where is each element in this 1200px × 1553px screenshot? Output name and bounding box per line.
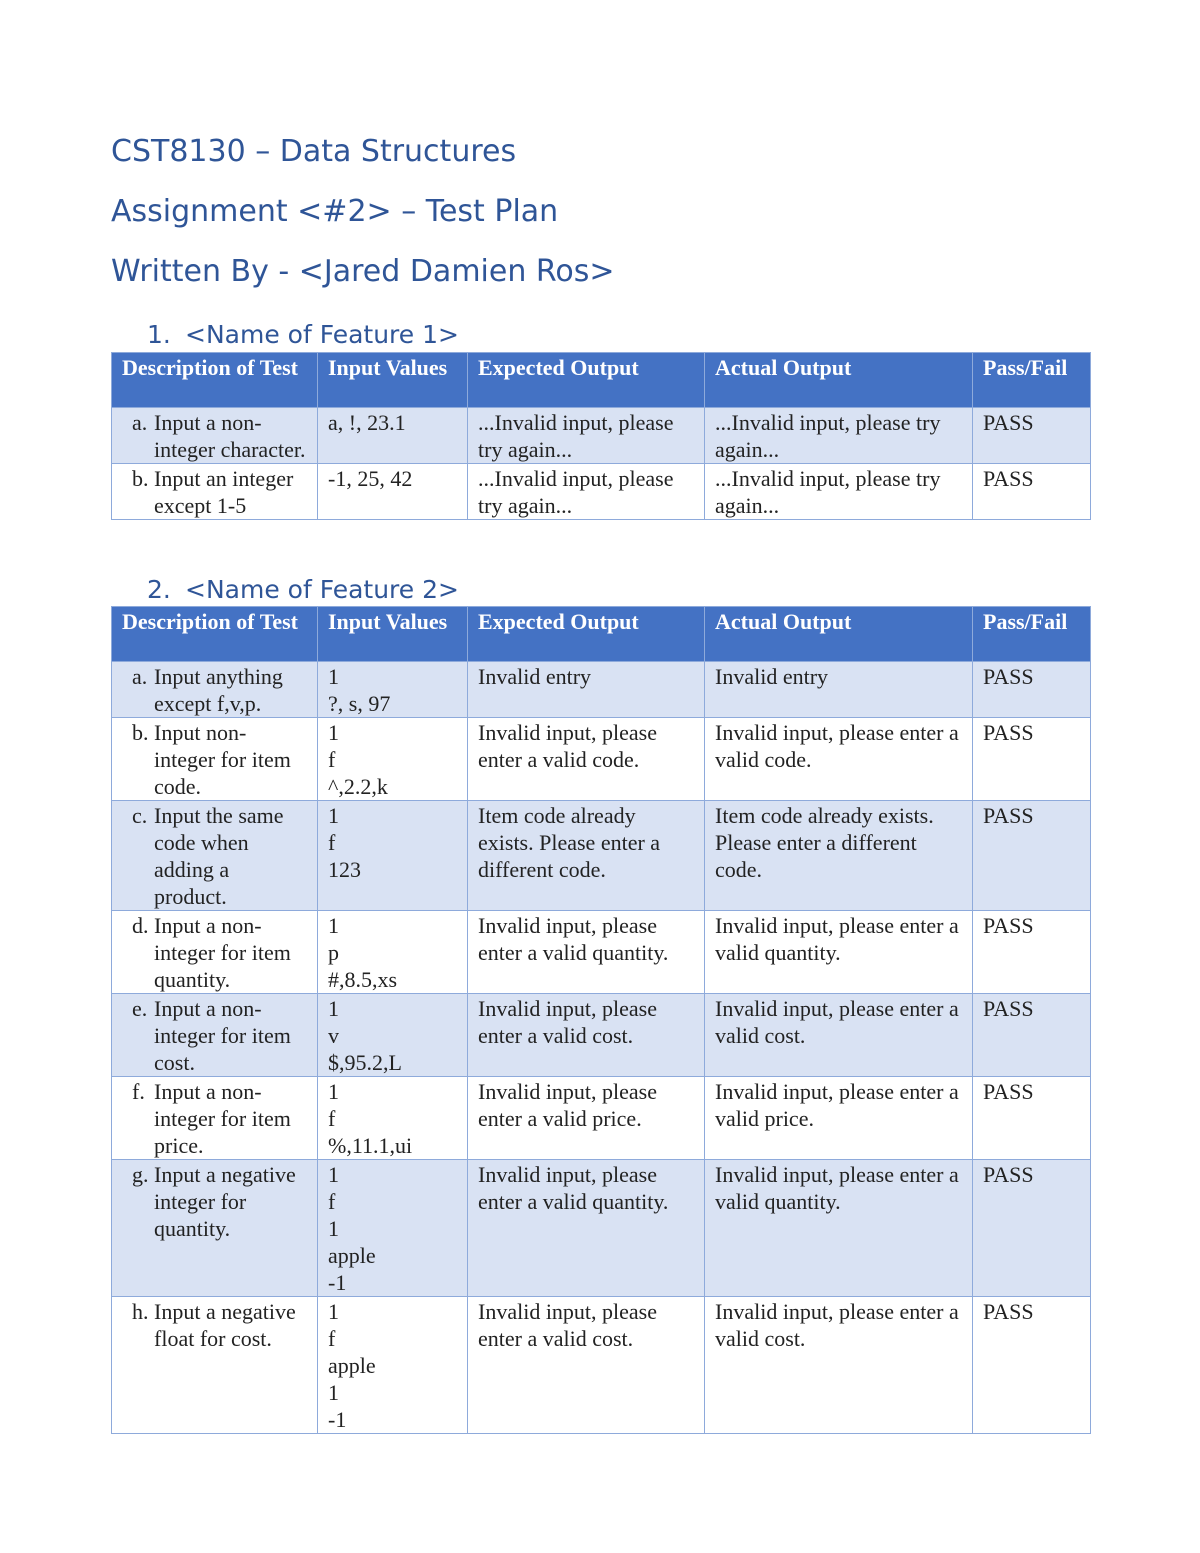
input-values-cell [318,718,468,801]
test-description-text: Input an integer except 1-5 [154,466,294,518]
input-value: -1, 25, 42 [328,466,413,491]
table-row [112,408,1091,464]
test-description [132,912,307,993]
test-letter: h. [132,1299,149,1324]
input-values-cell [318,464,468,520]
table-row [112,662,1091,718]
table-row [112,1160,1091,1297]
input-value: 1 [328,1216,339,1241]
column-header-input: Input Values [318,607,468,662]
column-header-input: Input Values [318,353,468,408]
input-value: 123 [328,857,361,882]
test-description-cell [112,464,318,520]
actual-output-cell: Invalid input, please enter a valid code. [705,718,973,801]
feature-number: 2. [147,575,171,604]
pass-fail-cell: PASS [973,801,1091,911]
input-value: a, !, 23.1 [328,410,406,435]
test-description-cell [112,911,318,994]
input-value: v [328,1023,339,1048]
actual-output-cell: Item code already exists. Please enter a different code. [705,801,973,911]
expected-output-cell: Item code already exists. Please enter a different code. [468,801,705,911]
test-letter: a. [132,664,148,689]
expected-output-cell: ...Invalid input, please try again... [468,464,705,520]
test-description [132,995,307,1076]
table-row [112,1297,1091,1434]
test-letter: g. [132,1162,149,1187]
input-values-cell [318,408,468,464]
test-description [132,663,307,717]
table-row [112,994,1091,1077]
test-description-text: Input the same code when adding a product. [154,803,284,909]
table-header-row [112,353,1091,408]
test-description-cell [112,1297,318,1434]
test-description [132,802,307,910]
table-row [112,1077,1091,1160]
test-description-cell [112,718,318,801]
actual-output-cell: ...Invalid input, please try again... [705,408,973,464]
input-values-cell [318,994,468,1077]
test-description-cell [112,994,318,1077]
column-header-expected: Expected Output [468,607,705,662]
input-value: 1 [328,1079,339,1104]
input-values-cell [318,1297,468,1434]
pass-fail-cell: PASS [973,1160,1091,1297]
pass-fail-cell: PASS [973,662,1091,718]
feature-1-heading [147,320,459,349]
expected-output-cell: Invalid input, please enter a valid quantity. [468,1160,705,1297]
actual-output-cell: Invalid input, please enter a valid quantity. [705,911,973,994]
test-description-text: Input a non-integer for item cost. [154,996,291,1075]
test-letter: c. [132,803,148,828]
test-description-text: Input non-integer for item code. [154,720,291,799]
input-value: 1 [328,664,339,689]
expected-output-cell: Invalid input, please enter a valid cost. [468,1297,705,1434]
test-description-text: Input anything except f,v,p. [154,664,283,716]
input-value: 1 [328,1162,339,1187]
input-value: $,95.2,L [328,1050,402,1075]
table-row [112,464,1091,520]
input-value: %,11.1,ui [328,1133,413,1158]
test-description-text: Input a non-integer character. [154,410,306,462]
test-description [132,465,307,519]
input-value: 1 [328,720,339,745]
input-value: f [328,830,336,855]
feature-2-test-table [111,606,1091,1434]
input-value: #,8.5,xs [328,967,398,992]
pass-fail-cell: PASS [973,1297,1091,1434]
test-description [132,1078,307,1159]
input-value: ^,2.2,k [328,774,388,799]
input-value: 1 [328,803,339,828]
feature-1-test-table [111,352,1091,520]
test-description-cell [112,801,318,911]
column-header-actual: Actual Output [705,607,973,662]
test-letter: a. [132,410,148,435]
table-row [112,801,1091,911]
input-value: apple [328,1353,376,1378]
actual-output-cell: Invalid input, please enter a valid price. [705,1077,973,1160]
expected-output-cell: Invalid input, please enter a valid code. [468,718,705,801]
input-values-cell [318,1160,468,1297]
table-row [112,718,1091,801]
test-letter: d. [132,913,149,938]
input-value: 1 [328,1380,339,1405]
author-line: Written By - <Jared Damien Ros> [111,254,615,289]
input-value: -1 [328,1270,347,1295]
test-letter: b. [132,720,149,745]
expected-output-cell: Invalid entry [468,662,705,718]
test-letter: e. [132,996,148,1021]
feature-title: <Name of Feature 1> [185,320,459,349]
input-value: f [328,1189,336,1214]
input-value: 1 [328,913,339,938]
input-value: p [328,940,339,965]
course-title: CST8130 – Data Structures [111,134,517,169]
test-description-text: Input a non-integer for item quantity. [154,913,291,992]
assignment-title: Assignment <#2> – Test Plan [111,194,559,229]
column-header-result: Pass/Fail [973,607,1091,662]
pass-fail-cell: PASS [973,911,1091,994]
pass-fail-cell: PASS [973,408,1091,464]
feature-title: <Name of Feature 2> [185,575,459,604]
table-row [112,911,1091,994]
pass-fail-cell: PASS [973,718,1091,801]
test-description-cell [112,1160,318,1297]
feature-number: 1. [147,320,171,349]
actual-output-cell: Invalid input, please enter a valid cost. [705,1297,973,1434]
input-values-cell [318,1077,468,1160]
test-description [132,409,307,463]
actual-output-cell: Invalid input, please enter a valid cost. [705,994,973,1077]
expected-output-cell: Invalid input, please enter a valid price. [468,1077,705,1160]
test-description-text: Input a negative float for cost. [154,1299,296,1351]
column-header-description: Description of Test [112,607,318,662]
test-description-cell [112,1077,318,1160]
test-description-cell [112,408,318,464]
expected-output-cell: Invalid input, please enter a valid quantity. [468,911,705,994]
input-value: apple [328,1243,376,1268]
input-value: f [328,1326,336,1351]
input-value: f [328,747,336,772]
test-letter: b. [132,466,149,491]
test-description-cell [112,662,318,718]
test-description-text: Input a negative integer for quantity. [154,1162,296,1241]
input-value: -1 [328,1407,347,1432]
column-header-description: Description of Test [112,353,318,408]
input-value: 1 [328,996,339,1021]
input-values-cell [318,801,468,911]
input-values-cell [318,911,468,994]
actual-output-cell: Invalid entry [705,662,973,718]
table-header-row [112,607,1091,662]
expected-output-cell: Invalid input, please enter a valid cost. [468,994,705,1077]
expected-output-cell: ...Invalid input, please try again... [468,408,705,464]
pass-fail-cell: PASS [973,994,1091,1077]
input-value: f [328,1106,336,1131]
pass-fail-cell: PASS [973,464,1091,520]
input-value: 1 [328,1299,339,1324]
feature-2-heading [147,575,459,604]
column-header-actual: Actual Output [705,353,973,408]
actual-output-cell: Invalid input, please enter a valid quantity. [705,1160,973,1297]
actual-output-cell: ...Invalid input, please try again... [705,464,973,520]
input-value: ?, s, 97 [328,691,391,716]
test-description [132,1298,307,1352]
test-description-text: Input a non-integer for item price. [154,1079,291,1158]
column-header-result: Pass/Fail [973,353,1091,408]
column-header-expected: Expected Output [468,353,705,408]
test-letter: f. [132,1079,145,1104]
input-values-cell [318,662,468,718]
test-description [132,1161,307,1242]
test-description [132,719,307,800]
pass-fail-cell: PASS [973,1077,1091,1160]
